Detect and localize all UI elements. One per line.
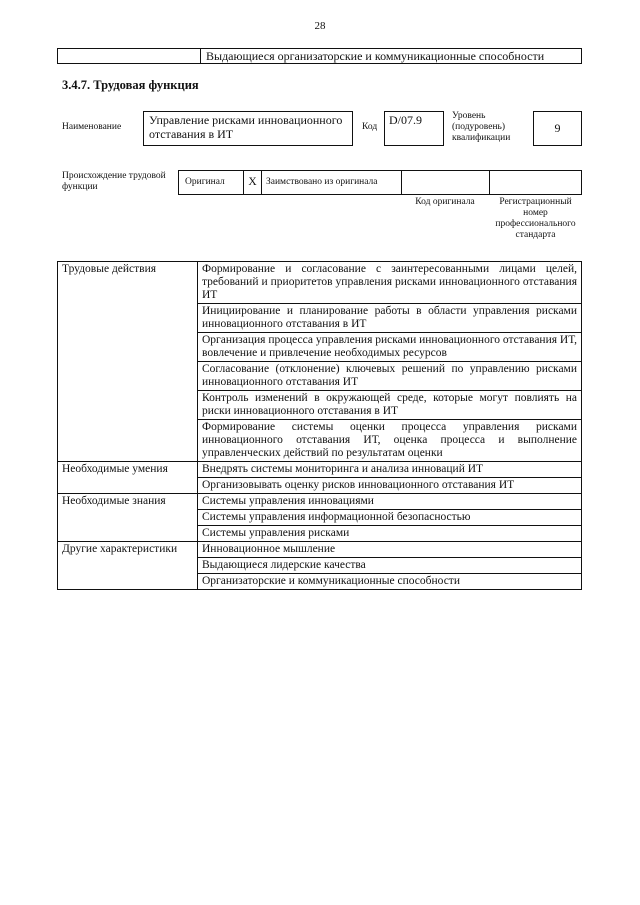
previous-table-last-row [57,48,582,64]
origin-label: Происхождение трудовой функции [62,171,166,192]
code-original-caption: Код оригинала [415,197,475,207]
original-mark-cell: X [244,171,262,194]
table-row [58,494,582,510]
item-cell: Организовывать оценку рисков инновационного отставания ИТ [198,478,582,494]
code-value-box: D/07.9 [384,111,444,146]
category-cell: Трудовые действия [58,262,198,462]
registration-number-cell [490,171,581,194]
item-cell: Системы управления рисками [198,526,582,542]
item-cell: Системы управления информационной безопасностью [198,510,582,526]
item-cell: Согласование (отклонение) ключевых решений по управлению рисками инновационного отставания ИТ [198,362,582,391]
category-cell: Другие характеристики [58,542,198,590]
empty-cell [58,49,201,63]
table-row [58,462,582,478]
code-original-cell [402,171,490,194]
page-number: 28 [314,20,326,32]
previous-row-text: Выдающиеся организаторские и коммуникационные способности [206,49,545,63]
table-row [58,542,582,558]
function-name-box: Управление рисками инновационного отставания в ИТ [143,111,353,146]
item-cell: Системы управления инновациями [198,494,582,510]
section-title: 3.4.7. Трудовая функция [62,78,199,92]
origin-table [178,170,582,195]
item-cell: Инициирование и планирование работы в области управления рисками инновационного отставания в ИТ [198,304,582,333]
item-cell: Выдающиеся лидерские качества [198,558,582,574]
item-cell: Контроль изменений в окружающей среде, которые могут повлиять на риски инновационного отставания в ИТ [198,391,582,420]
item-cell: Организаторские и коммуникационные способности [198,574,582,590]
level-label: Уровень (подуровень) квалификации [452,111,511,143]
item-cell: Организация процесса управления рисками инновационного отставания ИТ, вовлечение и привлечение необходимых ресурсов [198,333,582,362]
name-label: Наименование [62,122,122,132]
labor-function-table [57,261,582,590]
item-cell: Формирование и согласование с заинтересованными лицами целей, требований и приоритетов управления рисками инновационного отставания ИТ [198,262,582,304]
registration-caption: Регистрационный номер профессионального стандарта [495,197,576,240]
level-value-box: 9 [533,111,582,146]
item-cell: Внедрять системы мониторинга и анализа инноваций ИТ [198,462,582,478]
code-label: Код [362,122,378,132]
category-cell: Необходимые умения [58,462,198,494]
category-cell: Необходимые знания [58,494,198,542]
table-row [58,262,582,304]
original-label-cell: Оригинал [179,171,244,194]
item-cell: Инновационное мышление [198,542,582,558]
item-cell: Формирование системы оценки процесса управления рисками инновационного отставания ИТ, оценка процесса и выполнение управленческих действий по результатам оценки [198,420,582,462]
borrowed-label-cell: Заимствовано из оригинала [262,171,402,194]
